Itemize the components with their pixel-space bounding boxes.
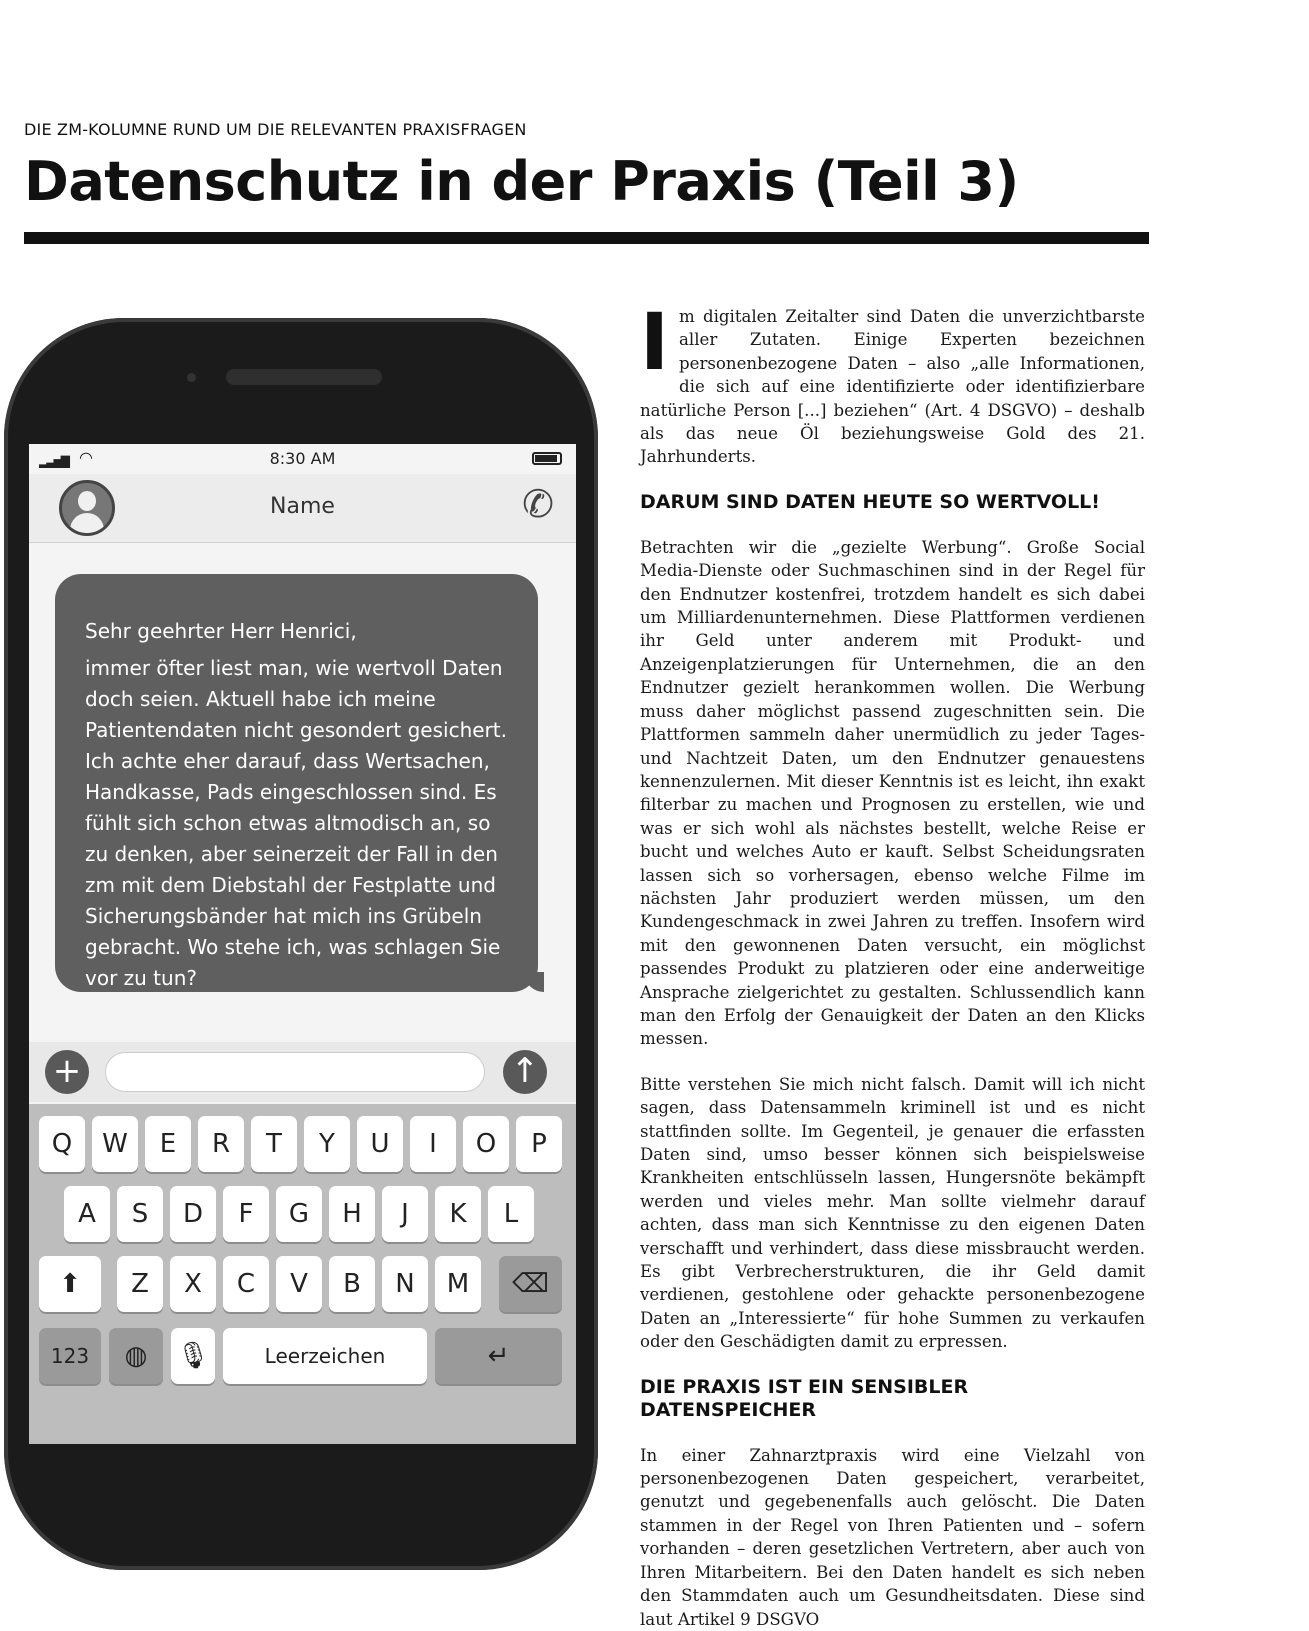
key-f[interactable]: F — [223, 1186, 269, 1242]
paragraph-1: Betrachten wir die „gezielte Werbung“. Große Social Media-Dienste oder Suchmaschinen sind in der Regel für den Endnutzer kostenfrei, trotzdem handelt es sich dabei um Milliardenunternehmen. Diese Plattformen verdienen ihr Geld unter anderem mit Produkt- und Anzeigenplatzierungen für Unternehmen, die an den Endnutzer gezielt herankommen wollen. Die Werbung muss daher möglichst passend zugeschnitten sein. Die Plattformen sammeln daher unermüdlich zu jeder Tages- und Nachtzeit Daten, um den Endnutzer genauestens kennenzulernen. Mit dieser Kenntnis ist es leicht, ihn exakt filterbar zu machen und Prognosen zu erstellen, wie und was er sich wohl als nächstes bestellt, welche Reise er bucht und welches Auto er kauft. Selbst Scheidungsraten lassen sich so vorhersagen, ebenso welche Filme im nächsten Jahr produziert werden müssen, um den Kundengeschmack in zwei Jahren zu treffen. Insofern wird mit den gewonnenen Daten versucht, ein möglichst passendes Produkt zu platzieren oder eine anderweitige Ansprache zielgerichtet zu gestalten. Schlussendlich kann man den Erfolg der Genauigkeit der Daten an den Klicks messen. — [640, 537, 1145, 1049]
chat-header — [29, 474, 576, 543]
key-a[interactable]: A — [64, 1186, 110, 1242]
section-heading-1: DARUM SIND DATEN HEUTE SO WERTVOLL! — [640, 490, 1100, 513]
paragraph-2: Bitte verstehen Sie mich nicht falsch. Damit will ich nicht sagen, dass Datensammeln kriminell ist und es nicht stattfinden sollte. Im Gegenteil, je genauer die erfassten Daten sind, umso besser können sich beispielsweise Krankheiten entschlüsseln lassen, Hungersnöte bekämpft werden und vieles mehr. Man sollte vielmehr darauf achten, dass man sich Kenntnisse zu den eigenen Daten verschafft und verhindert, dass diese missbraucht werden. Es gibt Verbrecherstrukturen, die ihr Geld damit verdienen, gestohlene oder gehackte personenbezogene Daten an „Interessierte“ für hohe Summen zu verkaufen oder den Geschädigten damit zu erpressen. — [640, 1074, 1145, 1352]
key-g[interactable]: G — [276, 1186, 322, 1242]
smartphone-illustration — [4, 318, 598, 1570]
status-time: 8:30 AM — [269, 449, 336, 468]
camera-icon — [187, 373, 196, 382]
phone-screen — [29, 444, 576, 1444]
key-k[interactable]: K — [435, 1186, 481, 1242]
globe-key-icon[interactable]: ◍ — [109, 1328, 163, 1384]
contact-name: Name — [270, 494, 335, 519]
title-rule — [24, 232, 1149, 244]
key-b[interactable]: B — [329, 1256, 375, 1312]
message-greeting: Sehr geehrter Herr Henrici, — [85, 619, 357, 643]
key-t[interactable]: T — [251, 1116, 297, 1172]
key-h[interactable]: H — [329, 1186, 375, 1242]
message-bubble — [55, 574, 538, 992]
shift-key-icon[interactable]: ⬆ — [39, 1256, 101, 1312]
column-kicker: DIE ZM-KOLUMNE RUND UM DIE RELEVANTEN PRAXISFRAGEN — [24, 120, 527, 139]
key-n[interactable]: N — [382, 1256, 428, 1312]
space-key[interactable]: Leerzeichen — [223, 1328, 427, 1384]
key-s[interactable]: S — [117, 1186, 163, 1242]
key-i[interactable]: I — [410, 1116, 456, 1172]
add-attachment-icon[interactable]: + — [45, 1050, 89, 1094]
paragraph-3: In einer Zahnarztpraxis wird eine Vielzahl von personenbezogenen Daten gespeichert, verarbeitet, genutzt und gegebenenfalls auch gelöscht. Die Daten stammen in der Regel von Ihren Patienten und – sofern vorhanden – deren gesetzlichen Vertretern, aber auch von Ihren Mitarbeitern. Bei den Daten handelt es sich neben den Stammdaten auch um Gesundheitsdaten. Diese sind laut Artikel 9 DSGVO — [640, 1445, 1145, 1629]
key-e[interactable]: E — [145, 1116, 191, 1172]
intro-text: m digitalen Zeitalter sind Daten die unverzichtbarste aller Zutaten. Einige Experten bezeichnen personenbezogene Daten – also „alle Informationen, die sich auf eine identifizierte oder identifizierbare natürliche Person [...] beziehen“ (Art. 4 DSGVO) – deshalb als das neue Öl beziehungsweise Gold des 21. Jahrhunderts. — [640, 307, 1145, 467]
message-input-bar — [29, 1042, 576, 1102]
message-body: immer öfter liest man, wie wertvoll Daten doch seien. Aktuell habe ich meine Patientendaten nicht gesondert gesichert. Ich achte eher darauf, dass Wertsachen, Handkasse, Pads eingeschlossen sind. Es fühlt sich schon etwas altmodisch an, so zu denken, aber seinerzeit der Fall in den zm mit dem Diebstahl der Festplatte und Sicherungsbänder hat mich ins Grübeln gebracht. Wo stehe ich, was schlagen Sie vor zu tun? — [85, 656, 507, 990]
key-r[interactable]: R — [198, 1116, 244, 1172]
key-v[interactable]: V — [276, 1256, 322, 1312]
key-z[interactable]: Z — [117, 1256, 163, 1312]
intro-paragraph — [640, 298, 1145, 469]
wifi-icon: ◠ — [79, 448, 93, 467]
key-q[interactable]: Q — [39, 1116, 85, 1172]
section-heading-2: DIE PRAXIS IST EIN SENSIBLER DATENSPEICHER — [640, 1375, 969, 1421]
key-l[interactable]: L — [488, 1186, 534, 1242]
return-key-icon[interactable]: ↵ — [435, 1328, 562, 1384]
key-u[interactable]: U — [357, 1116, 403, 1172]
key-j[interactable]: J — [382, 1186, 428, 1242]
microphone-key-icon[interactable]: 🎙 — [171, 1328, 215, 1384]
speaker-grille — [226, 369, 382, 385]
article-title: Datenschutz in der Praxis (Teil 3) — [24, 150, 1019, 213]
key-y[interactable]: Y — [304, 1116, 350, 1172]
key-m[interactable]: M — [435, 1256, 481, 1312]
key-o[interactable]: O — [463, 1116, 509, 1172]
key-w[interactable]: W — [92, 1116, 138, 1172]
send-arrow-icon[interactable]: ↑ — [503, 1050, 547, 1094]
message-input[interactable] — [105, 1052, 485, 1092]
call-icon[interactable]: ✆ — [522, 482, 554, 526]
key-x[interactable]: X — [170, 1256, 216, 1312]
key-d[interactable]: D — [170, 1186, 216, 1242]
onscreen-keyboard — [29, 1104, 576, 1444]
signal-icon: ▂▃▅▇ — [39, 454, 68, 468]
key-c[interactable]: C — [223, 1256, 269, 1312]
article-column — [640, 298, 1145, 1631]
numbers-key[interactable]: 123 — [39, 1328, 101, 1384]
backspace-key-icon[interactable]: ⌫ — [499, 1256, 562, 1312]
status-bar — [29, 444, 576, 474]
key-p[interactable]: P — [516, 1116, 562, 1172]
battery-icon — [532, 452, 562, 465]
drop-cap: I — [640, 298, 670, 388]
